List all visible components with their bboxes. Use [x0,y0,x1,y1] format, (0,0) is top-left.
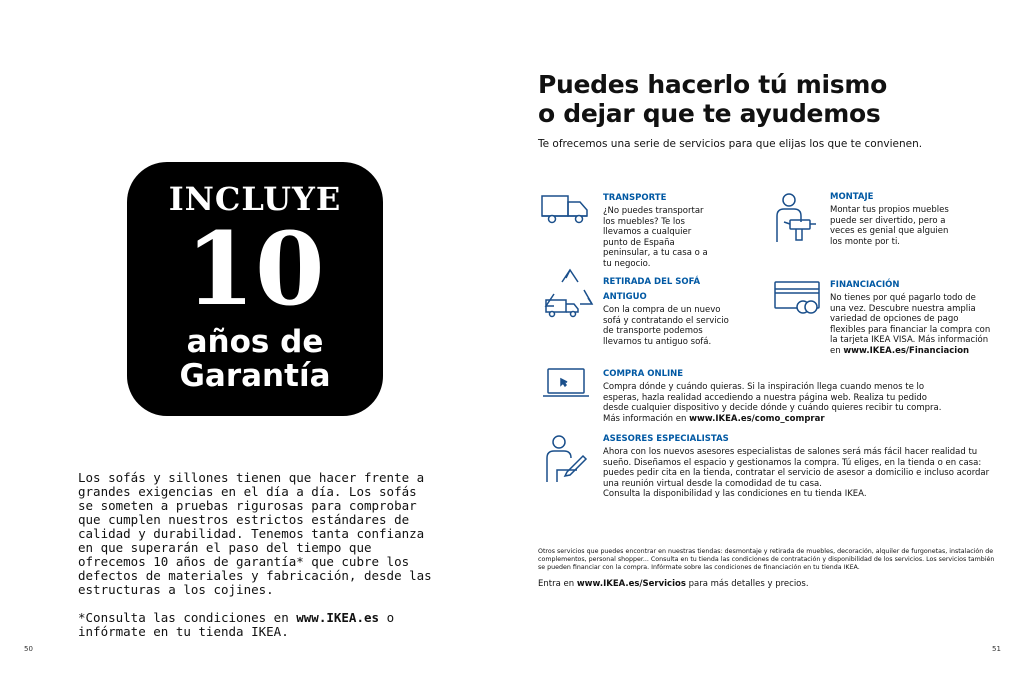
advisor-icon [543,434,589,484]
service-text: Compra dónde y cuándo quieras. Si la inspiración llega cuando menos te lo esperas, hazla realidad accediendo a nuestra página web. Realiza tu pedido desde cualquier dispositivo y decide dónde y cuándo quieres recibir tu compra. Más información en www.IKEA.es/como_comprar [603,382,942,424]
badge-line-3: años de Garantía [179,324,331,394]
page-number-right: 51 [992,645,1001,653]
service-transporte [603,191,748,269]
como-comprar-link[interactable]: www.IKEA.es/como_comprar [689,413,825,424]
service-financiacion [830,278,995,356]
assembler-icon [772,192,818,244]
service-text-2: Consulta la disponibilidad y las condiciones en tu tienda IKEA. [603,489,867,499]
footnote: Otros servicios que puedes encontrar en nuestras tiendas: desmontaje y retirada de muebles, decoración, alquiler de furgonetas, instalación de complementos, personal shopper... Consulta en tu tienda las condiciones de contratación y disponibilidad de los servicios. Los servicios también se pueden financiar con la compra. Infórmate sobre las condiciones de financiación en tu tienda IKEA. [538,548,995,571]
credit-card-icon [773,280,823,316]
service-compra-online [603,367,993,424]
service-heading: FINANCIACIÓN [830,280,900,290]
servicios-link[interactable]: www.IKEA.es/Servicios [576,579,686,589]
service-text: ¿No puedes transportar los muebles? Te los llevamos a cualquier punto de España peninsular, a tu casa o a tu negocio. [603,206,708,269]
service-text: Montar tus propios muebles puede ser divertido, pero a veces es genial que alguien los monte por ti. [830,205,949,247]
warranty-badge [127,162,383,416]
page-subtitle: Te ofrecemos una serie de servicios para que elijas los que te convienen. [538,138,923,150]
left-body-text [78,471,438,653]
truck-icon [540,193,592,225]
services-footer: Entra en www.IKEA.es/Servicios para más detalles y precios. [538,579,809,589]
service-montaje [830,190,990,247]
service-heading: RETIRADA DEL SOFÁ ANTIGUO [603,277,701,302]
service-retirada [603,275,748,347]
service-text: Ahora con los nuevos asesores especialistas de salones será más fácil hacer realidad tu sueño. Diseñamos el espacio y gestionamos la compra. Tú eliges, en la tienda o en casa: puedes pedir cita en la tienda, contratar el servicio de asesor a domicilio e incluso acordar una reunión virtual desde la comodidad de tu casa. [603,447,990,489]
service-asesores [603,432,998,500]
financiacion-link[interactable]: www.IKEA.es/Financiacion [843,345,970,356]
warranty-paragraph: Los sofás y sillones tienen que hacer frente a grandes exigencias en el día a día. Los sofás se someten a pruebas rigurosas para comprobar que cumplen nuestros estrictos estándares de calidad y durabilidad. Tenemos tanta confianza en que superarán el paso del tiempo que ofrecemos 10 años de garantía* que cubre los defectos de materiales y fabricación, desde las estructuras a los cojines. [78,470,432,597]
service-text: Con la compra de un nuevo sofá y contratando el servicio de transporte podemos llevarnos tu antiguo sofá. [603,305,729,347]
laptop-icon [542,366,590,400]
service-heading: MONTAJE [830,192,874,202]
recycle-truck-icon [540,268,596,320]
service-heading: COMPRA ONLINE [603,369,684,379]
service-heading: ASESORES ESPECIALISTAS [603,434,729,444]
page-number-left: 50 [24,645,33,653]
ikea-link[interactable]: www.IKEA.es [296,610,380,625]
page-title: Puedes hacerlo tú mismo o dejar que te ayudemos [538,70,888,128]
badge-line-1: INCLUYE [168,180,342,218]
service-heading: TRANSPORTE [603,193,667,203]
badge-line-2: 10 [185,210,325,328]
warranty-note: *Consulta las condiciones en www.IKEA.es o infórmate en tu tienda IKEA. [78,610,395,639]
service-text: No tienes por qué pagarlo todo de una vez. Descubre nuestra amplia variedad de opciones de pago flexibles para financiar la compra con la tarjeta IKEA VISA. Más información en www.IKEA.es/Financiacion [830,293,991,356]
